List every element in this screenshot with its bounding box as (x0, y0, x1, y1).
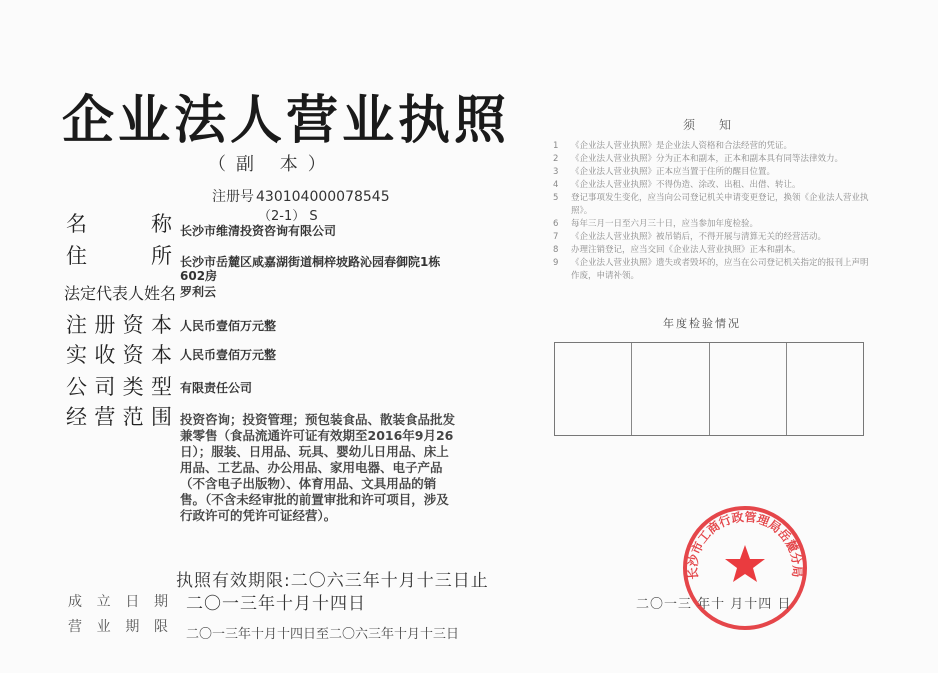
term-label: 营业期限 (68, 619, 168, 635)
business-scope: 投资咨询；投资管理；预包装食品、散装食品批发兼零售（食品流通许可证有效期至2016年9月26日）；服装、日用品、玩具、婴幼儿日用品、床上用品、工艺品、办公用品、家用电器、电子产品（不含电子出版物）、体育用品、文具用品的销售。（不含未经审批的前置审批和许可项目，涉及行政许可的凭许可证经营）。 (180, 412, 456, 523)
document-title: 企业法人营业执照 (62, 90, 511, 151)
company-name: 长沙市维清投资咨询有限公司 (180, 224, 337, 238)
inspection-cell (787, 343, 863, 435)
annual-inspection-grid (554, 342, 864, 436)
inspection-cell (710, 343, 787, 435)
registration-number (212, 186, 390, 206)
label-address: 住 所 (66, 244, 172, 268)
notice-item: 9 《企业法人营业执照》遗失或者毁坏的，应当在公司登记机关指定的报刊上声明作废，申请补领。 (553, 258, 869, 281)
label-business-scope: 经 营 范 围 (66, 405, 172, 429)
company-address: 长沙市岳麓区咸嘉湖街道桐梓坡路沁园春御院1栋 (180, 255, 441, 269)
notice-title: 须知 (683, 118, 756, 132)
label-legal-rep: 法定代表人姓名 (64, 284, 177, 303)
notice-list (553, 140, 873, 283)
notice-item: 3 《企业法人营业执照》正本应当置于住所的醒目位置。 (553, 167, 776, 177)
license-validity: 执照有效期限:二〇六三年十月十三日止 (176, 571, 489, 591)
notice-item: 6 每年三月一日至六月三十日，应当参加年度检验。 (553, 219, 759, 229)
label-paid-capital: 实 收 资 本 (66, 343, 172, 367)
seal-text: 长沙市工商行政管理局岳麓分局 (685, 509, 805, 581)
notice-item: 8 办理注销登记，应当交回《企业法人营业执照》正本和副本。 (553, 245, 801, 255)
registered-capital: 人民币壹佰万元整 (180, 319, 277, 333)
notice-item: 1 《企业法人营业执照》是企业法人资格和合法经营的凭证。 (553, 141, 793, 151)
established-date: 二〇一三年十月十四日 (186, 594, 366, 614)
annual-inspection-title: 年度检验情况 (663, 317, 741, 330)
business-term: 二〇一三年十月十四日至二〇六三年十月十三日 (186, 627, 460, 642)
copy-type: （副 本） (208, 154, 336, 175)
reg-suffix: （2-1） S (258, 209, 318, 224)
notice-item: 2 《企业法人营业执照》分为正本和副本，正本和副本具有同等法律效力。 (553, 154, 844, 164)
notice-item: 4 《企业法人营业执照》不得伪造、涂改、出租、出借、转让。 (553, 180, 801, 190)
label-reg-capital: 注 册 资 本 (66, 313, 172, 337)
star-icon (725, 545, 765, 582)
reg-label: 注册号 (212, 189, 254, 205)
inspection-cell (632, 343, 709, 435)
label-company-type: 公 司 类 型 (66, 375, 172, 399)
reg-number: 430104000078545 (256, 189, 390, 205)
established-label: 成立日期 (68, 594, 168, 610)
company-address-line2: 602房 (180, 269, 218, 283)
label-name: 名 称 (66, 212, 172, 236)
legal-representative: 罗利云 (180, 285, 217, 299)
inspection-cell (555, 343, 632, 435)
notice-item: 7 《企业法人营业执照》被吊销后，不得开展与清算无关的经营活动。 (553, 232, 827, 242)
notice-item: 5 登记事项发生变化，应当向公司登记机关申请变更登记，换领《企业法人营业执照》。 (553, 193, 869, 216)
paid-capital: 人民币壹佰万元整 (180, 348, 277, 362)
issue-date: 二〇一三 年十 月十四 日 (636, 597, 792, 612)
company-type: 有限责任公司 (180, 381, 253, 395)
